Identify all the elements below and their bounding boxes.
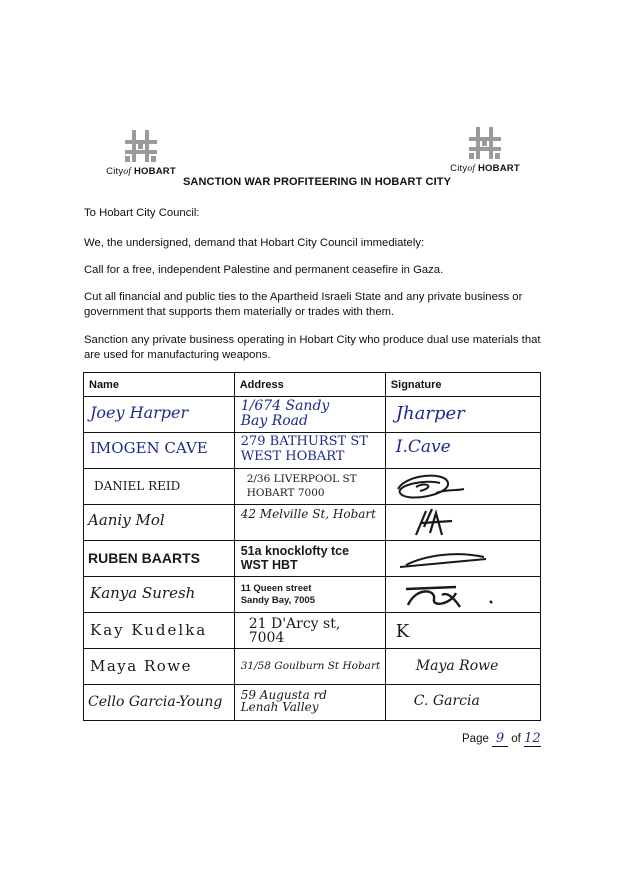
signature-cell [385,433,540,469]
of-label: of [511,733,521,745]
name-cell [84,649,235,685]
handwritten-address: 21 D'Arcy st, 7004 [248,616,341,646]
handwritten-signature: Maya Rowe [415,658,499,674]
name-cell [84,577,235,613]
address-cell [234,469,385,505]
city-of-hobart-logo-right [440,125,530,174]
handwritten-name: Cello Garcia-Young [88,694,223,710]
signature-scribble [386,505,538,542]
handwritten-address: 1/674 Sandy Bay Road [240,398,330,429]
table-row [84,577,541,613]
page-total: 12 [524,731,541,746]
logo-text: Cityof HOBART [106,166,176,177]
handwritten-name: Kanya Suresh [90,584,196,602]
address-cell [234,505,385,541]
handwritten-name: DANIEL REID [94,479,181,493]
table-row [84,433,541,469]
handwritten-signature: C. Garcia [413,693,480,709]
demand-3: Sanction any private business operating in Hobart City who produce dual use materials that are used for manufacturing weapons. [84,334,541,361]
address-cell [234,433,385,469]
name-cell [84,469,235,505]
name-cell [84,397,235,433]
table-row [84,469,541,505]
handwritten-address: 2/36 LIVERPOOL ST HOBART 7000 [246,473,357,499]
signature-cell [385,649,540,685]
name-cell [84,685,235,721]
page-label: Page [462,733,489,745]
handwritten-signature: Jharper [395,403,465,424]
signature-cell [385,685,540,721]
handwritten-name: Kay Kudelka [90,621,208,639]
salutation: To Hobart City Council: [84,207,200,219]
signature-scribble [386,469,538,506]
signature-cell [385,397,540,433]
handwritten-address: 59 Augusta rd Lenah Valley [240,688,327,714]
handwritten-name: RUBEN BAARTS [88,550,200,566]
address-cell [234,541,385,577]
signature-cell [385,505,540,541]
handwritten-address: 42 Melville St, Hobart [240,507,376,521]
address-cell [234,397,385,433]
signature-cell [385,469,540,505]
table-row [84,505,541,541]
handwritten-address: 11 Queen street Sandy Bay, 7005 [240,583,315,606]
demand-intro: We, the undersigned, demand that Hobart City Council immediately: [84,237,425,249]
signature-table [83,372,541,721]
address-cell [234,577,385,613]
signature-scribble [386,541,538,578]
column-header-address: Address [234,373,385,397]
table-row [84,613,541,649]
signature-cell [385,613,540,649]
name-cell [84,541,235,577]
handwritten-address: 51a knocklofty tce WST HBT [240,544,350,572]
name-cell [84,505,235,541]
name-cell [84,433,235,469]
handwritten-address: 279 BATHURST ST WEST HOBART [240,434,368,464]
signature-cell [385,541,540,577]
table-row [84,685,541,721]
column-header-name: Name [84,373,235,397]
city-of-hobart-logo-left [96,128,186,177]
handwritten-signature: I.Cave [395,437,451,457]
table-row [84,541,541,577]
hobart-logo-icon [123,128,159,164]
handwritten-name: Joey Harper [90,403,189,422]
handwritten-name: Aaniy Mol [88,511,165,529]
demand-1: Call for a free, independent Palestine and permanent ceasefire in Gaza. [84,264,444,276]
table-row [84,649,541,685]
signature-scribble [386,577,538,614]
handwritten-signature: K [395,621,410,642]
column-header-signature: Signature [385,373,540,397]
address-cell [234,649,385,685]
demand-2: Cut all financial and public ties to the Apartheid Israeli State and any private business or government that supports them materially or trades with them. [84,291,523,318]
table-header-row [84,373,541,397]
name-cell [84,613,235,649]
page-title: SANCTION WAR PROFITEERING IN HOBART CITY [183,176,451,188]
hobart-logo-icon [467,125,503,161]
page-indicator [462,731,541,747]
signature-cell [385,577,540,613]
handwritten-name: Maya Rowe [90,657,193,675]
table-row [84,397,541,433]
page-current: 9 [492,731,508,747]
address-cell [234,685,385,721]
handwritten-address: 31/58 Goulburn St Hobart [240,660,381,672]
handwritten-name: IMOGEN CAVE [90,439,208,457]
address-cell [234,613,385,649]
logo-text: Cityof HOBART [450,163,520,174]
